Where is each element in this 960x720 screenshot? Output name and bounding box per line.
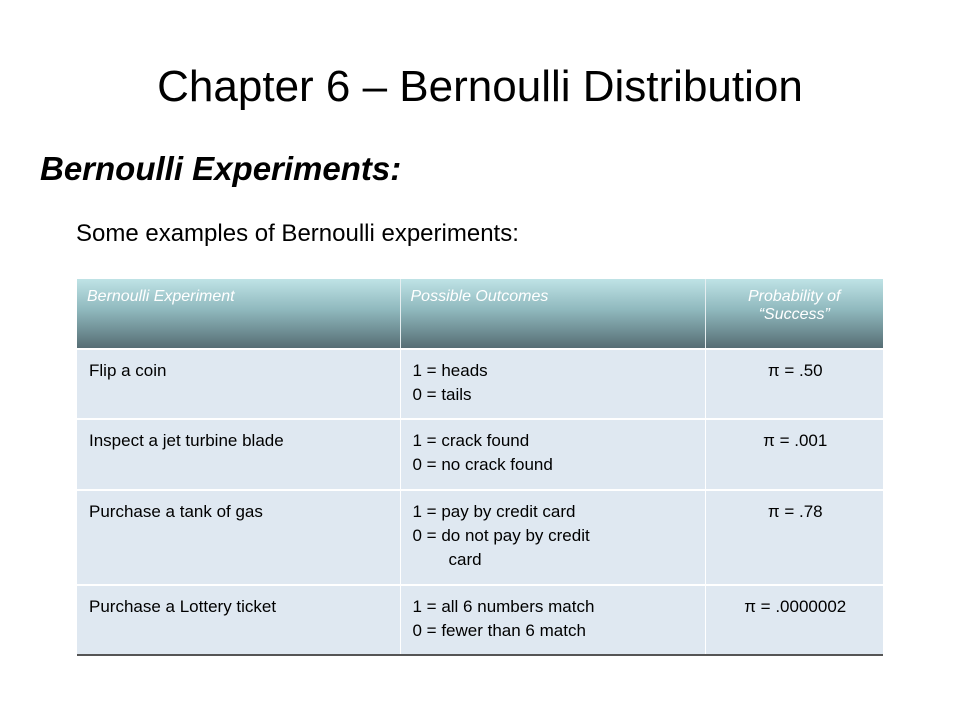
outcome-failure: 0 = do not pay by credit	[412, 526, 590, 545]
bernoulli-examples-table	[77, 279, 883, 656]
cell-experiment: Flip a coin	[77, 349, 400, 419]
header-probability: Probability of “Success”	[705, 279, 883, 349]
table-row	[77, 419, 883, 490]
cell-outcomes	[400, 349, 705, 419]
slide-subtitle: Bernoulli Experiments:	[40, 150, 402, 187]
outcome-success: 1 = heads	[412, 361, 488, 380]
slide-title: Chapter 6 – Bernoulli Distribution	[157, 62, 803, 111]
header-outcomes: Possible Outcomes	[400, 279, 705, 349]
table-header-row	[77, 279, 883, 349]
table-row	[77, 490, 883, 585]
cell-outcomes	[400, 585, 705, 655]
cell-probability: π = .0000002	[705, 585, 883, 655]
outcome-failure: 0 = tails	[412, 385, 472, 404]
outcome-failure: 0 = no crack found	[412, 455, 553, 474]
cell-experiment: Purchase a Lottery ticket	[77, 585, 400, 655]
cell-experiment: Inspect a jet turbine blade	[77, 419, 400, 490]
cell-experiment: Purchase a tank of gas	[77, 490, 400, 585]
cell-probability: π = .78	[705, 490, 883, 585]
cell-probability: π = .001	[705, 419, 883, 490]
outcome-failure-continued: card	[448, 550, 482, 569]
header-experiment: Bernoulli Experiment	[77, 279, 400, 349]
intro-text: Some examples of Bernoulli experiments:	[76, 220, 519, 247]
cell-outcomes	[400, 419, 705, 490]
outcome-success: 1 = crack found	[412, 431, 530, 450]
table-row	[77, 349, 883, 419]
outcome-success: 1 = pay by credit card	[412, 502, 576, 521]
outcome-success: 1 = all 6 numbers match	[412, 597, 595, 616]
cell-outcomes	[400, 490, 705, 585]
table-row	[77, 585, 883, 655]
outcome-failure: 0 = fewer than 6 match	[412, 621, 586, 640]
cell-probability: π = .50	[705, 349, 883, 419]
